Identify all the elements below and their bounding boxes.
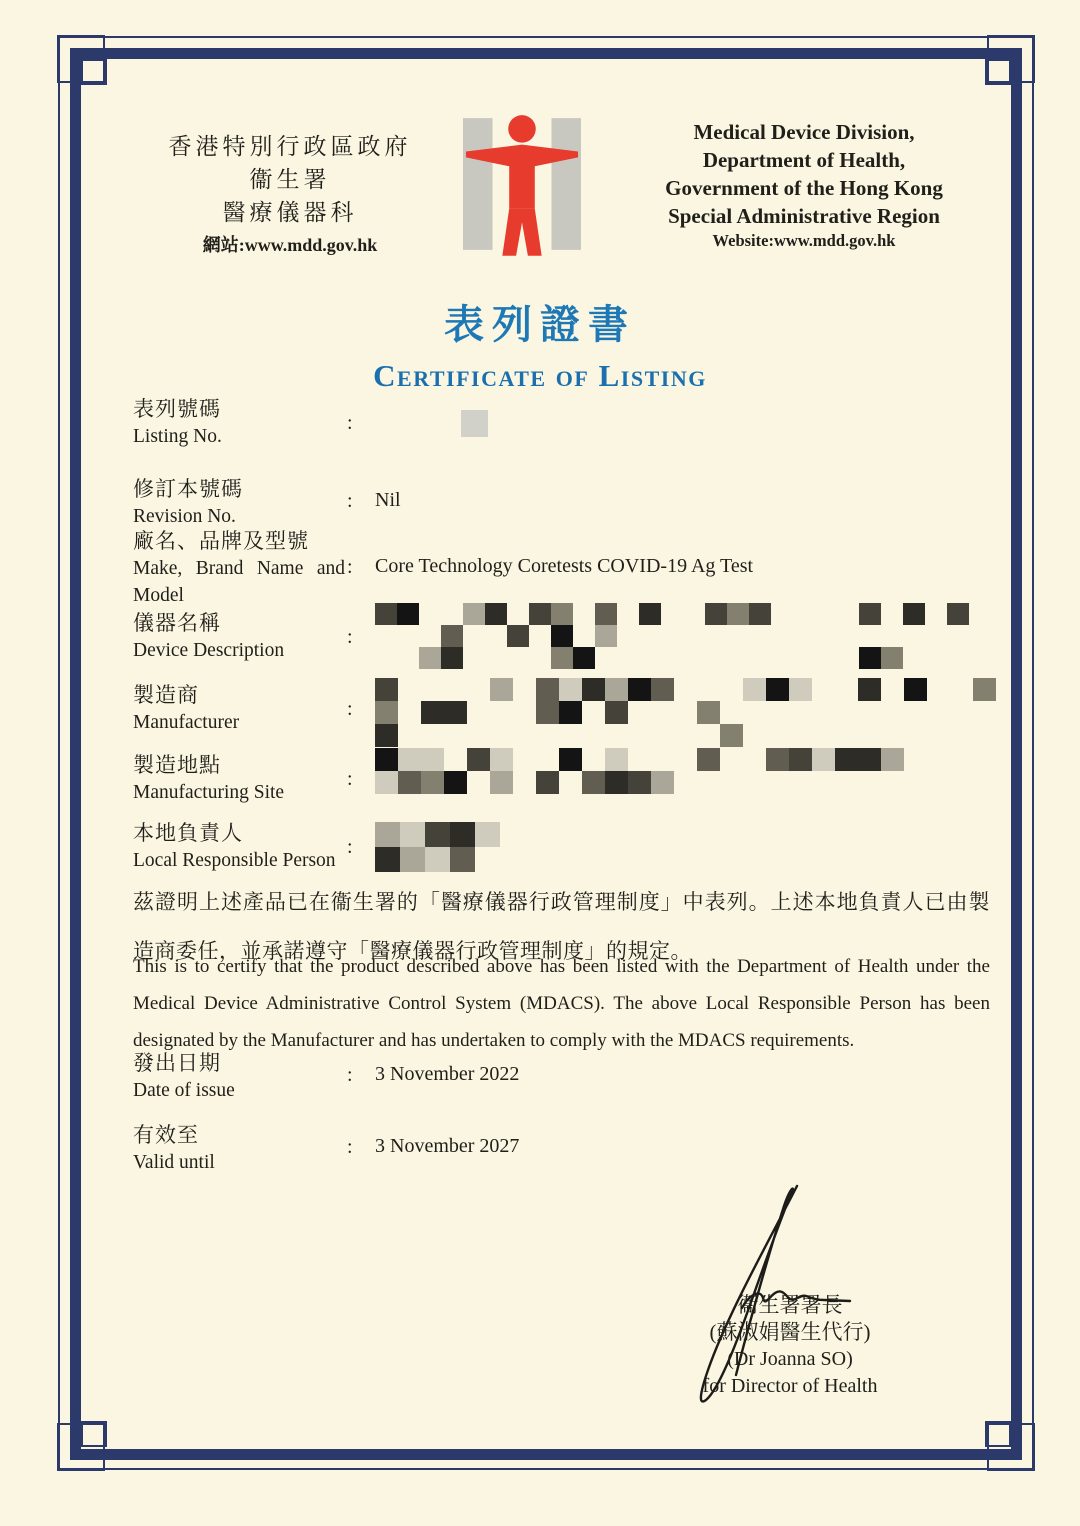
field-label-zh: 廠名、品牌及型號 — [133, 529, 309, 553]
field-label-zh: 表列號碼 — [133, 397, 221, 421]
corner-ornament — [81, 1421, 107, 1447]
field-label-en: Local Responsible Person — [133, 850, 336, 871]
field-label-en: Manufacturer — [133, 712, 240, 733]
corner-ornament — [81, 59, 107, 85]
issuer-en-line: Special Administrative Region — [668, 204, 940, 228]
colon: : — [347, 836, 353, 858]
field-label-en: Listing No. — [133, 426, 222, 447]
title-english: Certificate of Listing — [373, 358, 707, 393]
field-label-en: Valid until — [133, 1152, 215, 1173]
redacted-local-responsible-person — [375, 822, 500, 872]
field-label-en: Manufacturing Site — [133, 782, 285, 803]
issuer-zh-line: 香港特別行政區政府 — [168, 134, 412, 159]
field-label-en: Make, Brand Name and — [133, 558, 345, 579]
field-make-brand-model — [133, 528, 993, 609]
issuer-english-block — [610, 118, 998, 251]
field-label-zh: 修訂本號碼 — [133, 477, 243, 501]
colon: : — [347, 1064, 353, 1086]
field-listing-no — [133, 396, 993, 450]
issuer-en-line: Department of Health, — [702, 148, 906, 172]
issuer-en-line: Medical Device Division, — [693, 120, 915, 144]
colon: : — [347, 556, 353, 578]
issuer-en-line: Government of the Hong Kong — [665, 176, 943, 200]
field-label-zh: 製造商 — [133, 683, 199, 707]
department-of-health-logo-icon — [463, 108, 581, 258]
issuer-en-website: Website:www.mdd.gov.hk — [712, 231, 896, 250]
signatory-text — [670, 1292, 910, 1400]
title-chinese: 表列證書 — [444, 302, 636, 347]
field-label-en2: Model — [133, 585, 184, 606]
statement-chinese: 茲證明上述產品已在衞生署的「醫療儀器行政管理制度」中表列。上述本地負責人已由製造商委任，並承諾遵守「醫療儀器行政管理制度」的規定。 — [133, 890, 990, 963]
field-label-zh: 儀器名稱 — [133, 611, 221, 635]
corner-ornament — [985, 1421, 1011, 1447]
signatory-name-en: (Dr Joanna SO) — [727, 1348, 853, 1370]
colon: : — [347, 626, 353, 648]
issuer-zh-line: 醫療儀器科 — [222, 200, 358, 225]
colon: : — [347, 1136, 353, 1158]
field-label-zh: 本地負責人 — [133, 821, 243, 845]
field-date-of-issue — [133, 1050, 993, 1104]
field-label-zh: 發出日期 — [133, 1051, 221, 1075]
field-value: 3 November 2022 — [375, 1063, 520, 1085]
field-value: 3 November 2027 — [375, 1135, 520, 1157]
certificate-title — [0, 293, 1080, 394]
issuer-chinese-block — [130, 130, 450, 257]
redacted-device-description — [375, 603, 991, 669]
field-local-responsible-person — [133, 820, 993, 874]
field-value: Nil — [375, 489, 401, 511]
colon: : — [347, 412, 353, 434]
redacted-listing-no — [380, 410, 542, 437]
field-label-en: Device Description — [133, 640, 285, 661]
field-value: Core Technology Coretests COVID-19 Ag Test — [375, 555, 754, 577]
redacted-manufacturing-site — [375, 748, 996, 794]
field-label-en: Revision No. — [133, 506, 236, 527]
statement-english: This is to certify that the product described above has been listed with the Department of Health under the Medical Device Administrative Control System (MDACS). The above Local Responsible Person has been designated by the Manufacturer and has undertaken to comply with the MDACS requirements. — [133, 956, 990, 1051]
field-label-en: Date of issue — [133, 1080, 235, 1101]
field-label-zh: 有效至 — [133, 1123, 199, 1147]
corner-ornament — [985, 59, 1011, 85]
field-label-zh: 製造地點 — [133, 753, 221, 777]
signatory-deputy-zh: (蘇淑娟醫生代行) — [709, 1320, 871, 1344]
colon: : — [347, 698, 353, 720]
issuer-zh-line: 衞生署 — [249, 167, 331, 192]
redacted-manufacturer — [375, 678, 996, 747]
colon: : — [347, 490, 353, 512]
colon: : — [347, 768, 353, 790]
signatory-title-zh: 衞生署署長 — [737, 1293, 843, 1317]
field-revision-no — [133, 476, 993, 530]
issuer-zh-website: 網站:www.mdd.gov.hk — [202, 235, 378, 255]
signatory-for-en: for Director of Health — [702, 1375, 878, 1397]
field-valid-until — [133, 1122, 993, 1176]
